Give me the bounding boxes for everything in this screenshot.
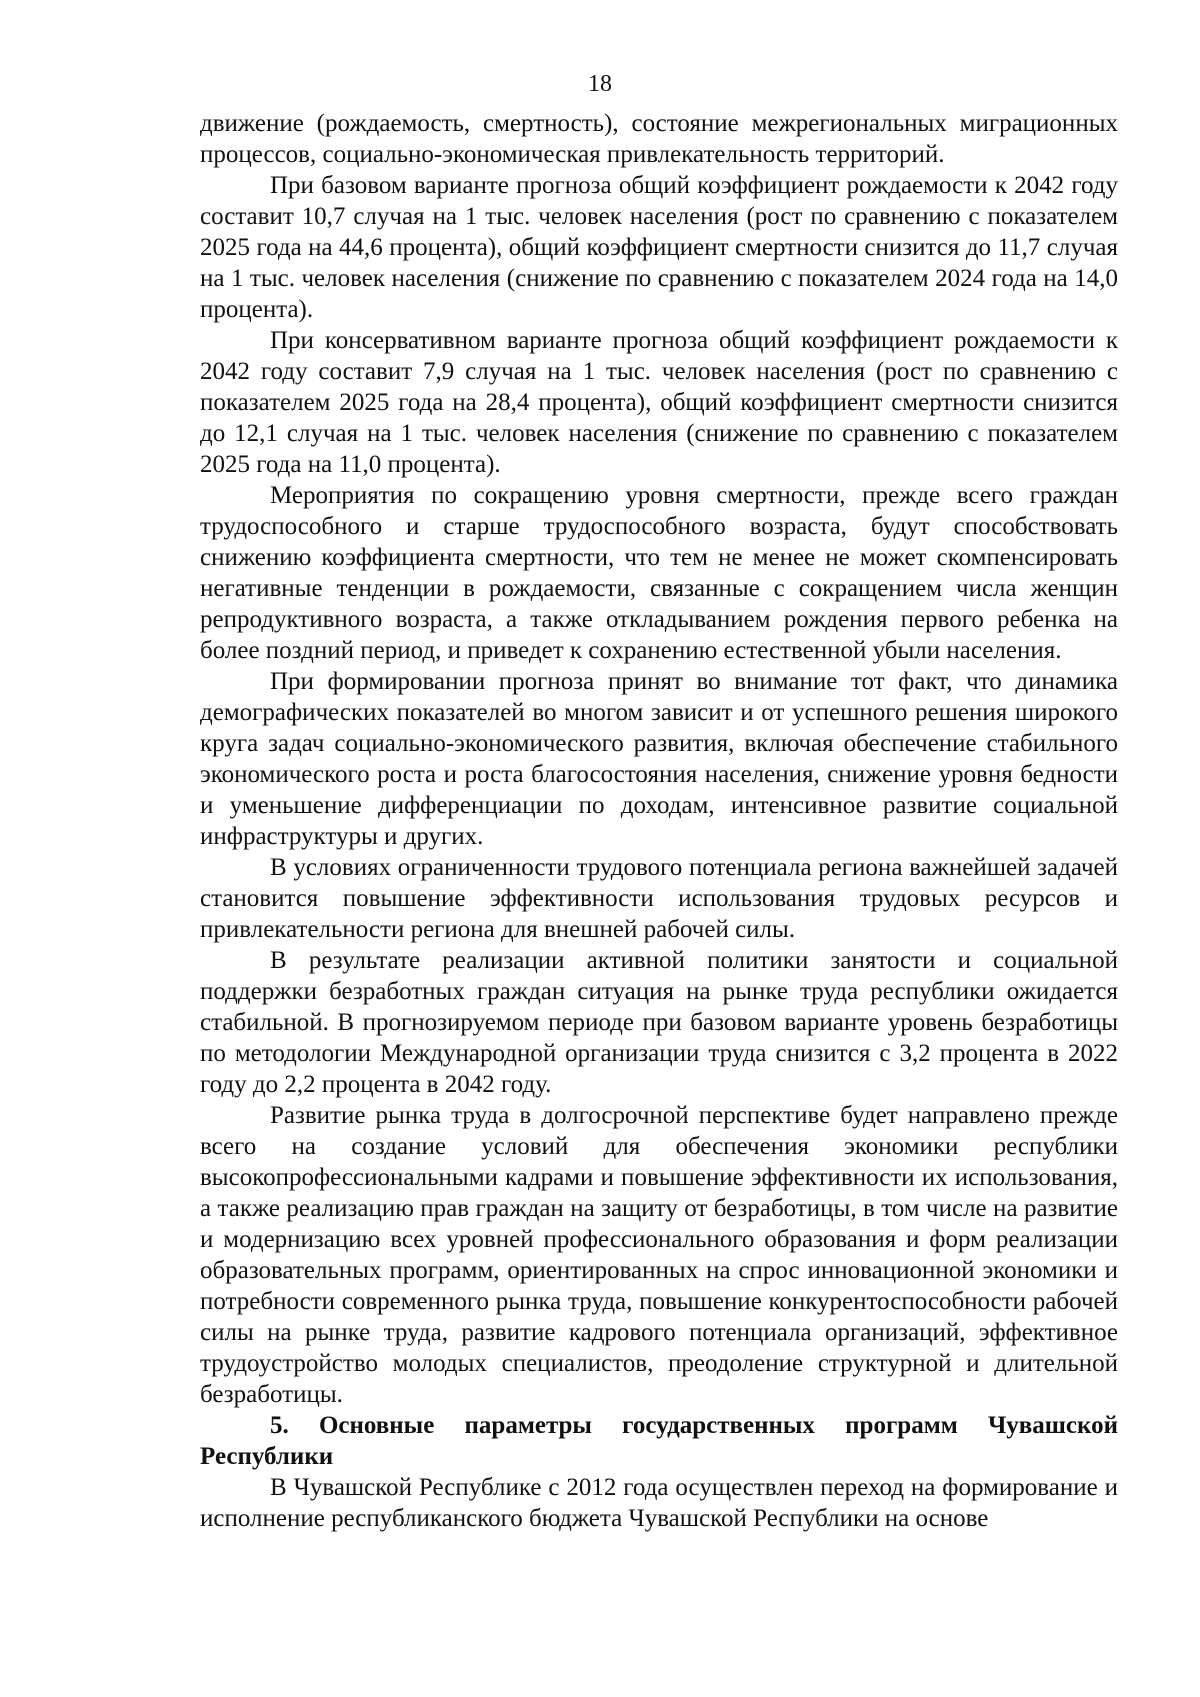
document-body <box>200 108 1118 1534</box>
paragraph-migration: движение (рождаемость, смертность), состояние межрегиональных миграционных процессов, социально-экономическая привлекательность территорий. <box>200 110 1118 168</box>
paragraph-forecast-factors: При формировании прогноза принят во внимание тот факт, что динамика демографических показателей во многом зависит и от успешного решения широкого круга задач социально-экономического развития, включая обеспечение стабильного экономического роста и роста благосостояния населения, снижение уровня бедности и уменьшение дифференциации по доходам, интенсивное развитие социальной инфраструктуры и других. <box>200 668 1118 850</box>
paragraph-conservative-forecast: При консервативном варианте прогноза общий коэффициент рождаемости к 2042 году составит 7,9 случая на 1 тыс. человек населения (рост по сравнению с показателем 2025 года на 28,4 процента), общий коэффициент смертности снизится до 12,1 случая на 1 тыс. человек населения (снижение по сравнению с показателем 2025 года на 11,0 процента). <box>200 327 1118 478</box>
paragraph-section-intro: В Чувашской Республике с 2012 года осуществлен переход на формирование и исполнение республиканского бюджета Чувашской Республики на основе <box>200 1474 1118 1532</box>
page-number: 18 <box>588 71 612 97</box>
paragraph-labor-market-development: Развитие рынка труда в долгосрочной перспективе будет направлено прежде всего на создание условий для обеспечения экономики республики высокопрофессиональными кадрами и повышение эффективности их использования, а также реализацию прав граждан на защиту от безработицы, в том числе на развитие и модернизацию всех уровней профессионального образования и форм реализации образовательных программ, ориентированных на спрос инновационной экономики и потребности современного рынка труда, повышение конкурентоспособности рабочей силы на рынке труда, развитие кадрового потенциала организаций, эффективное трудоустройство молодых специалистов, преодоление структурной и длительной безработицы. <box>200 1102 1118 1408</box>
paragraph-labor-potential: В условиях ограниченности трудового потенциала региона важнейшей задачей становится повышение эффективности использования трудовых ресурсов и привлекательности региона для внешней рабочей силы. <box>200 854 1118 943</box>
paragraph-base-forecast: При базовом варианте прогноза общий коэффициент рождаемости к 2042 году составит 10,7 случая на 1 тыс. человек населения (рост по сравнению с показателем 2025 года на 44,6 процента), общий коэффициент смертности снизится до 11,7 случая на 1 тыс. человек населения (снижение по сравнению с показателем 2024 года на 14,0 процента). <box>200 172 1118 323</box>
paragraph-employment-policy: В результате реализации активной политики занятости и социальной поддержки безработных граждан ситуация на рынке труда республики ожидается стабильной. В прогнозируемом периоде при базовом варианте уровень безработицы по методологии Международной организации труда снизится с 3,2 процента в 2022 году до 2,2 процента в 2042 году. <box>200 947 1118 1098</box>
section-heading: 5. Основные параметры государственных программ Чувашской Республики <box>200 1412 1118 1470</box>
paragraph-mortality-measures: Мероприятия по сокращению уровня смертности, прежде всего граждан трудоспособного и старше трудоспособного возраста, будут способствовать снижению коэффициента смертности, что тем не менее не может скомпенсировать негативные тенденции в рождаемости, связанные с сокращением числа женщин репродуктивного возраста, а также откладыванием рождения первого ребенка на более поздний период, и приведет к сохранению естественной убыли населения. <box>200 482 1118 664</box>
